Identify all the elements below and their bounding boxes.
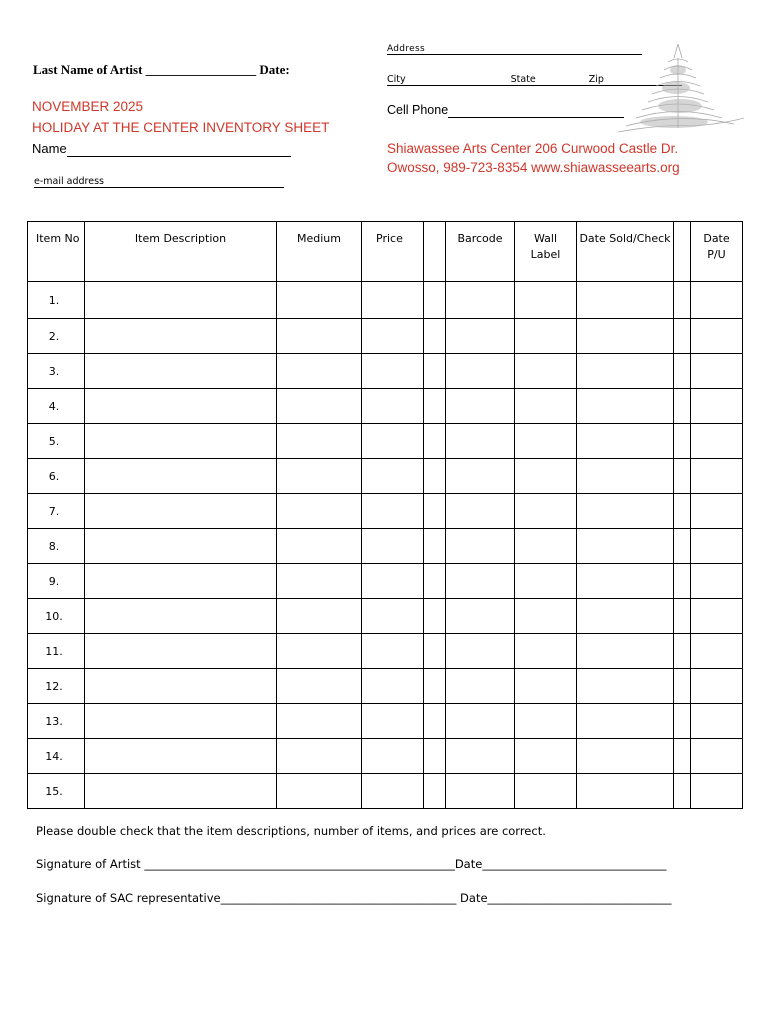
blank-cell[interactable] [674, 739, 691, 774]
blank-cell[interactable] [577, 669, 674, 704]
blank-cell[interactable] [674, 669, 691, 704]
blank-cell[interactable] [515, 319, 577, 354]
item-number: 11. [28, 634, 85, 669]
col-price: Price [362, 222, 424, 282]
blank-cell[interactable] [277, 634, 362, 669]
blank-cell[interactable] [691, 774, 743, 809]
blank-cell[interactable] [362, 354, 424, 389]
last-name-date-line: Last Name of Artist _________________ Date: [33, 62, 290, 77]
blank-cell[interactable] [424, 704, 446, 739]
blank-cell[interactable] [515, 739, 577, 774]
item-number: 13. [28, 704, 85, 739]
blank-cell[interactable] [277, 282, 362, 319]
blank-cell[interactable] [424, 774, 446, 809]
blank-cell[interactable] [577, 564, 674, 599]
blank-cell[interactable] [577, 389, 674, 424]
blank-cell[interactable] [362, 459, 424, 494]
blank-cell[interactable] [424, 634, 446, 669]
blank-cell[interactable] [515, 354, 577, 389]
blank-cell[interactable] [424, 564, 446, 599]
blank-cell[interactable] [85, 354, 277, 389]
item-number: 3. [28, 354, 85, 389]
table-row [28, 704, 743, 739]
blank-cell[interactable] [277, 564, 362, 599]
item-number: 1. [28, 282, 85, 319]
table-row [28, 634, 743, 669]
col-barcode: Barcode [446, 222, 515, 282]
table-row [28, 774, 743, 809]
blank-cell[interactable] [674, 564, 691, 599]
blank-cell[interactable] [446, 599, 515, 634]
email-label: e-mail address [34, 176, 104, 187]
blank-cell[interactable] [446, 389, 515, 424]
col-medium: Medium [277, 222, 362, 282]
event-month: NOVEMBER 2025 [32, 99, 144, 114]
name-blank [67, 141, 291, 157]
blank-cell[interactable] [691, 529, 743, 564]
blank-cell[interactable] [674, 319, 691, 354]
blank-cell[interactable] [424, 282, 446, 319]
table-row [28, 424, 743, 459]
email-field [34, 176, 284, 188]
blank-cell[interactable] [691, 459, 743, 494]
col-blank-2 [674, 222, 691, 282]
blank-cell[interactable] [577, 354, 674, 389]
blank-cell[interactable] [515, 704, 577, 739]
col-blank-1 [424, 222, 446, 282]
blank-cell[interactable] [85, 529, 277, 564]
blank-cell[interactable] [424, 494, 446, 529]
blank-cell[interactable] [362, 599, 424, 634]
blank-cell[interactable] [277, 739, 362, 774]
blank-cell[interactable] [515, 774, 577, 809]
blank-cell[interactable] [424, 319, 446, 354]
blank-cell[interactable] [446, 634, 515, 669]
blank-cell[interactable] [85, 282, 277, 319]
blank-cell[interactable] [424, 739, 446, 774]
blank-cell[interactable] [446, 739, 515, 774]
address-label: Address [387, 44, 425, 54]
blank-cell[interactable] [362, 389, 424, 424]
city-label: City [387, 74, 406, 85]
blank-cell[interactable] [277, 669, 362, 704]
blank-cell[interactable] [85, 634, 277, 669]
blank-cell[interactable] [424, 669, 446, 704]
blank-cell[interactable] [362, 739, 424, 774]
blank-cell[interactable] [446, 459, 515, 494]
blank-cell[interactable] [691, 389, 743, 424]
cell-blank [448, 103, 624, 118]
blank-cell[interactable] [577, 774, 674, 809]
blank-cell[interactable] [85, 564, 277, 599]
blank-cell[interactable] [424, 424, 446, 459]
blank-cell[interactable] [277, 774, 362, 809]
name-label: Name [32, 141, 67, 156]
blank-cell[interactable] [362, 424, 424, 459]
blank-cell[interactable] [446, 774, 515, 809]
item-number: 5. [28, 424, 85, 459]
blank-cell[interactable] [674, 459, 691, 494]
item-number: 10. [28, 599, 85, 634]
blank-cell[interactable] [515, 529, 577, 564]
state-label: State [510, 74, 536, 85]
blank-cell[interactable] [85, 669, 277, 704]
blank-cell[interactable] [277, 599, 362, 634]
table-row [28, 389, 743, 424]
blank-cell[interactable] [577, 424, 674, 459]
blank-cell[interactable] [515, 424, 577, 459]
blank-cell[interactable] [674, 282, 691, 319]
blank-cell[interactable] [515, 459, 577, 494]
blank-cell[interactable] [691, 599, 743, 634]
blank-cell[interactable] [277, 389, 362, 424]
blank-cell[interactable] [674, 774, 691, 809]
blank-cell[interactable] [424, 529, 446, 564]
sheet-title: HOLIDAY AT THE CENTER INVENTORY SHEET [32, 120, 330, 135]
blank-cell[interactable] [277, 424, 362, 459]
col-date-pu: Date P/U [691, 222, 743, 282]
blank-cell[interactable] [277, 354, 362, 389]
blank-cell[interactable] [515, 282, 577, 319]
blank-cell[interactable] [674, 704, 691, 739]
blank-cell[interactable] [446, 564, 515, 599]
blank-cell[interactable] [446, 319, 515, 354]
blank-cell[interactable] [691, 739, 743, 774]
blank-cell[interactable] [85, 494, 277, 529]
blank-cell[interactable] [515, 389, 577, 424]
inventory-table [27, 221, 743, 809]
blank-cell[interactable] [85, 704, 277, 739]
col-date-sold: Date Sold/Check [577, 222, 674, 282]
blank-cell[interactable] [446, 494, 515, 529]
col-item-no: Item No [28, 222, 85, 282]
table-header-row [28, 222, 743, 282]
blank-cell[interactable] [691, 494, 743, 529]
blank-cell[interactable] [362, 494, 424, 529]
blank-cell[interactable] [446, 529, 515, 564]
col-item-description: Item Description [85, 222, 277, 282]
blank-cell[interactable] [362, 282, 424, 319]
blank-cell[interactable] [277, 529, 362, 564]
sac-signature-line: Signature of SAC representative_________________________________________ Date________________________________ [36, 891, 672, 905]
item-number: 14. [28, 739, 85, 774]
blank-cell[interactable] [577, 599, 674, 634]
blank-cell[interactable] [674, 354, 691, 389]
blank-cell[interactable] [362, 319, 424, 354]
table-row [28, 354, 743, 389]
blank-cell[interactable] [424, 389, 446, 424]
blank-cell[interactable] [277, 494, 362, 529]
name-field [32, 141, 291, 157]
blank-cell[interactable] [577, 494, 674, 529]
blank-cell[interactable] [515, 669, 577, 704]
blank-cell[interactable] [674, 494, 691, 529]
blank-cell[interactable] [577, 459, 674, 494]
item-number: 9. [28, 564, 85, 599]
item-number: 4. [28, 389, 85, 424]
blank-cell[interactable] [362, 564, 424, 599]
blank-cell[interactable] [362, 529, 424, 564]
table-row [28, 319, 743, 354]
blank-cell[interactable] [446, 704, 515, 739]
blank-cell[interactable] [277, 459, 362, 494]
table-row [28, 739, 743, 774]
check-note: Please double check that the item descriptions, number of items, and prices are correct. [36, 824, 546, 838]
blank-cell[interactable] [85, 774, 277, 809]
blank-cell[interactable] [515, 494, 577, 529]
blank-cell[interactable] [674, 424, 691, 459]
blank-cell[interactable] [691, 669, 743, 704]
blank-cell[interactable] [577, 319, 674, 354]
item-number: 8. [28, 529, 85, 564]
address-field [387, 44, 642, 55]
item-number: 12. [28, 669, 85, 704]
blank-cell[interactable] [362, 634, 424, 669]
org-address-line: Shiawassee Arts Center 206 Curwood Castle Dr. [387, 141, 679, 156]
blank-cell[interactable] [577, 529, 674, 564]
blank-cell[interactable] [515, 564, 577, 599]
blank-cell[interactable] [446, 282, 515, 319]
blank-cell[interactable] [515, 599, 577, 634]
blank-cell[interactable] [85, 739, 277, 774]
blank-cell[interactable] [674, 599, 691, 634]
cell-label: Cell Phone [387, 103, 449, 117]
blank-cell[interactable] [424, 354, 446, 389]
blank-cell[interactable] [424, 459, 446, 494]
blank-cell[interactable] [424, 599, 446, 634]
table-row [28, 529, 743, 564]
table-row [28, 669, 743, 704]
blank-cell[interactable] [85, 319, 277, 354]
item-number: 2. [28, 319, 85, 354]
blank-cell[interactable] [691, 704, 743, 739]
org-contact-line: Owosso, 989-723-8354 www.shiawasseearts.org [387, 160, 680, 175]
blank-cell[interactable] [577, 282, 674, 319]
blank-cell[interactable] [691, 319, 743, 354]
blank-cell[interactable] [277, 704, 362, 739]
artist-signature-line: Signature of Artist ______________________________________________________Date________________________________ [36, 857, 667, 871]
blank-cell[interactable] [674, 529, 691, 564]
item-number: 6. [28, 459, 85, 494]
blank-cell[interactable] [577, 634, 674, 669]
blank-cell[interactable] [691, 354, 743, 389]
blank-cell[interactable] [362, 774, 424, 809]
blank-cell[interactable] [691, 282, 743, 319]
blank-cell[interactable] [691, 634, 743, 669]
blank-cell[interactable] [85, 389, 277, 424]
blank-cell[interactable] [674, 389, 691, 424]
blank-cell[interactable] [85, 599, 277, 634]
table-row [28, 494, 743, 529]
table-row [28, 564, 743, 599]
item-number: 7. [28, 494, 85, 529]
blank-cell[interactable] [446, 424, 515, 459]
blank-cell[interactable] [277, 319, 362, 354]
zip-label: Zip [588, 74, 604, 85]
blank-cell[interactable] [446, 354, 515, 389]
table-row [28, 459, 743, 494]
table-row [28, 282, 743, 319]
blank-cell[interactable] [85, 459, 277, 494]
table-row [28, 599, 743, 634]
blank-cell[interactable] [362, 704, 424, 739]
blank-cell[interactable] [577, 739, 674, 774]
blank-cell[interactable] [691, 424, 743, 459]
blank-cell[interactable] [515, 634, 577, 669]
blank-cell[interactable] [362, 669, 424, 704]
blank-cell[interactable] [446, 669, 515, 704]
blank-cell[interactable] [85, 424, 277, 459]
blank-cell[interactable] [691, 564, 743, 599]
blank-cell[interactable] [674, 634, 691, 669]
col-wall-label: Wall Label [515, 222, 577, 282]
blank-cell[interactable] [577, 704, 674, 739]
item-number: 15. [28, 774, 85, 809]
cell-phone-field [387, 103, 624, 118]
christmas-tree-icon [612, 40, 747, 135]
